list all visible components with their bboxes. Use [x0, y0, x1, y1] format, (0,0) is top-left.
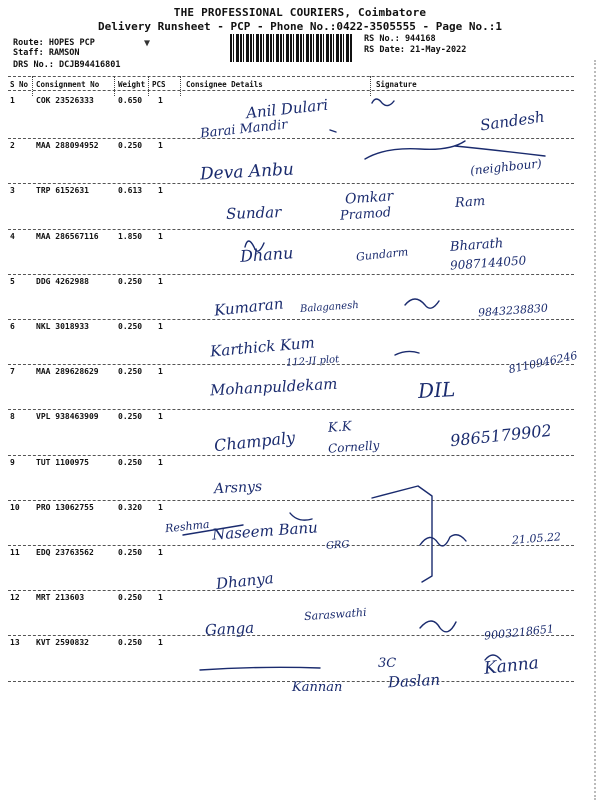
signature-stroke — [455, 146, 545, 156]
row-consignment: TUT 1100975 — [36, 457, 89, 467]
row-pcs: 1 — [158, 141, 163, 151]
handwritten-phone: 9003218651 — [483, 622, 555, 643]
col-signature: Signature — [376, 80, 417, 89]
handwritten-consignee: Karthick Kum — [209, 333, 316, 361]
handwritten-date: 21.05.22 — [511, 530, 562, 547]
handwritten-signature: Bharath — [449, 236, 504, 255]
runsheet-subtitle: Delivery Runsheet - PCP - Phone No.:0422-3505555 - Page No.:1 — [98, 20, 502, 33]
handwritten-address: Saraswathi — [303, 605, 367, 624]
handwritten-phone: 9087144050 — [449, 253, 527, 273]
row-weight: 0.250 — [118, 457, 143, 467]
row-sno: 6 — [10, 322, 15, 331]
signature-stroke — [372, 99, 394, 106]
row-pcs: 1 — [158, 502, 163, 512]
row-consignment: COK 23526333 — [36, 96, 94, 105]
row-weight: 0.250 — [118, 322, 143, 331]
row-sno: 11 — [10, 548, 20, 557]
handwritten-address: 3C — [378, 656, 397, 671]
handwritten-address: Barai Mandir — [199, 117, 289, 142]
row-pcs: 1 — [158, 276, 163, 286]
signature-stroke — [420, 535, 466, 546]
handwritten-signature: Sandesh — [479, 107, 546, 135]
handwritten-consignee: Kumaran — [213, 294, 285, 320]
handwritten-consignee: Pramod — [339, 205, 392, 224]
handwritten-phone: 9865179902 — [449, 420, 553, 451]
row-pcs: 1 — [158, 231, 163, 241]
row-pcs: 1 — [158, 638, 163, 648]
row-sno: 8 — [10, 412, 15, 422]
row-weight: 0.250 — [118, 367, 143, 377]
handwritten-note: Reshma — [164, 517, 211, 536]
row-pcs: 1 — [158, 96, 163, 105]
col-sno: S No — [10, 80, 29, 89]
row-consignment: MRT 213603 — [36, 593, 85, 603]
rs-number: RS No.: 944168 — [364, 34, 436, 44]
row-consignment: EDQ 23763562 — [36, 548, 94, 557]
handwritten-consignee: Arsnys — [213, 478, 263, 498]
handwritten-consignee: Kannan — [292, 680, 343, 695]
row-weight: 0.250 — [118, 548, 143, 557]
signature-stroke — [330, 130, 336, 132]
page-edge-marks — [588, 60, 596, 800]
row-weight: 0.250 — [118, 412, 143, 422]
row-weight: 0.250 — [118, 638, 143, 648]
handwritten-note: (neighbour) — [469, 156, 543, 178]
signature-stroke — [395, 351, 419, 355]
signature-stroke — [405, 299, 439, 308]
handwritten-consignee: Ganga — [204, 618, 255, 640]
handwritten-address: 112-II plot — [285, 354, 340, 369]
row-weight: 0.613 — [118, 186, 143, 196]
signature-stroke — [420, 621, 456, 632]
ink-mark: ▼ — [144, 38, 151, 49]
handwritten-phone: 9843238830 — [477, 301, 549, 320]
row-sno: 4 — [10, 231, 15, 241]
row-sno: 12 — [10, 593, 20, 603]
row-consignment: KVT 2590832 — [36, 638, 89, 648]
row-pcs: 1 — [158, 186, 163, 196]
company-title: THE PROFESSIONAL COURIERS, Coimbatore — [173, 6, 427, 19]
row-sno: 2 — [10, 141, 15, 151]
row-consignment: TRP 6152631 — [36, 186, 89, 196]
handwritten-consignee: Dhanya — [215, 569, 275, 593]
rs-date: RS Date: 21-May-2022 — [364, 45, 467, 55]
route-label: Route: HOPES PCP — [13, 38, 95, 48]
signature-stroke — [200, 667, 320, 670]
row-weight: 0.250 — [118, 141, 143, 151]
row-pcs: 1 — [158, 593, 163, 603]
row-sno: 3 — [10, 186, 15, 196]
col-pcs: PCS — [152, 80, 166, 89]
row-consignment: VPL 938463909 — [36, 412, 99, 422]
row-consignment: NKL 3018933 — [36, 322, 89, 331]
row-pcs: 1 — [158, 367, 163, 377]
handwritten-consignee: Mohanpuldekam — [209, 374, 338, 400]
row-consignment: DDG 4262988 — [36, 276, 89, 286]
row-sno: 1 — [10, 96, 15, 105]
row-consignment: MAA 288094952 — [36, 141, 99, 151]
handwritten-phone: 8110946246 — [507, 348, 579, 377]
row-pcs: 1 — [158, 548, 163, 557]
col-consignee: Consignee Details — [186, 80, 263, 89]
handwritten-consignee: Dhanu — [239, 243, 294, 266]
drs-number: DRS No.: DCJB94416801 — [13, 60, 121, 70]
handwritten-consignee: Omkar — [344, 188, 394, 208]
handwritten-consignee: Anil Dulari — [245, 95, 329, 123]
col-weight: Weight — [118, 80, 146, 89]
row-weight: 1.850 — [118, 231, 143, 241]
row-consignment: MAA 286567116 — [36, 231, 99, 241]
row-sno: 13 — [10, 638, 20, 648]
row-weight: 0.250 — [118, 276, 143, 286]
row-weight: 0.650 — [118, 96, 143, 105]
row-sno: 10 — [10, 502, 20, 512]
handwritten-note: K.K — [327, 419, 353, 436]
row-sno: 7 — [10, 367, 15, 377]
handwritten-address: Balaganesh — [299, 299, 360, 316]
staff-label: Staff: RAMSON — [13, 48, 80, 58]
row-pcs: 1 — [158, 322, 163, 331]
row-pcs: 1 — [158, 412, 163, 422]
handwritten-signature: Ram — [454, 193, 486, 212]
row-sno: 5 — [10, 276, 15, 286]
handwritten-consignee: Champaly — [213, 427, 296, 456]
signature-stroke — [365, 141, 465, 159]
row-sno: 9 — [10, 457, 15, 467]
col-consignment: Consignment No — [36, 80, 100, 89]
handwritten-signature: DIL — [417, 377, 456, 403]
handwritten-consignee: Deva Anbu — [199, 159, 295, 185]
row-weight: 0.250 — [118, 593, 143, 603]
bracket-stroke — [372, 486, 432, 582]
handwritten-address: Cornelly — [327, 438, 380, 456]
row-consignment: MAA 289628629 — [36, 367, 99, 377]
row-weight: 0.320 — [118, 502, 143, 512]
row-pcs: 1 — [158, 457, 163, 467]
handwritten-address: Gundarm — [355, 245, 409, 264]
handwritten-consignee: Sundar — [225, 203, 282, 223]
handwritten-consignee: Daslan — [387, 670, 441, 692]
handwritten-consignee: Naseem Banu — [211, 518, 319, 544]
handwritten-address: GRG — [325, 539, 350, 552]
row-consignment: PRO 13062755 — [36, 502, 94, 512]
handwritten-signature: Kanna — [483, 653, 540, 679]
